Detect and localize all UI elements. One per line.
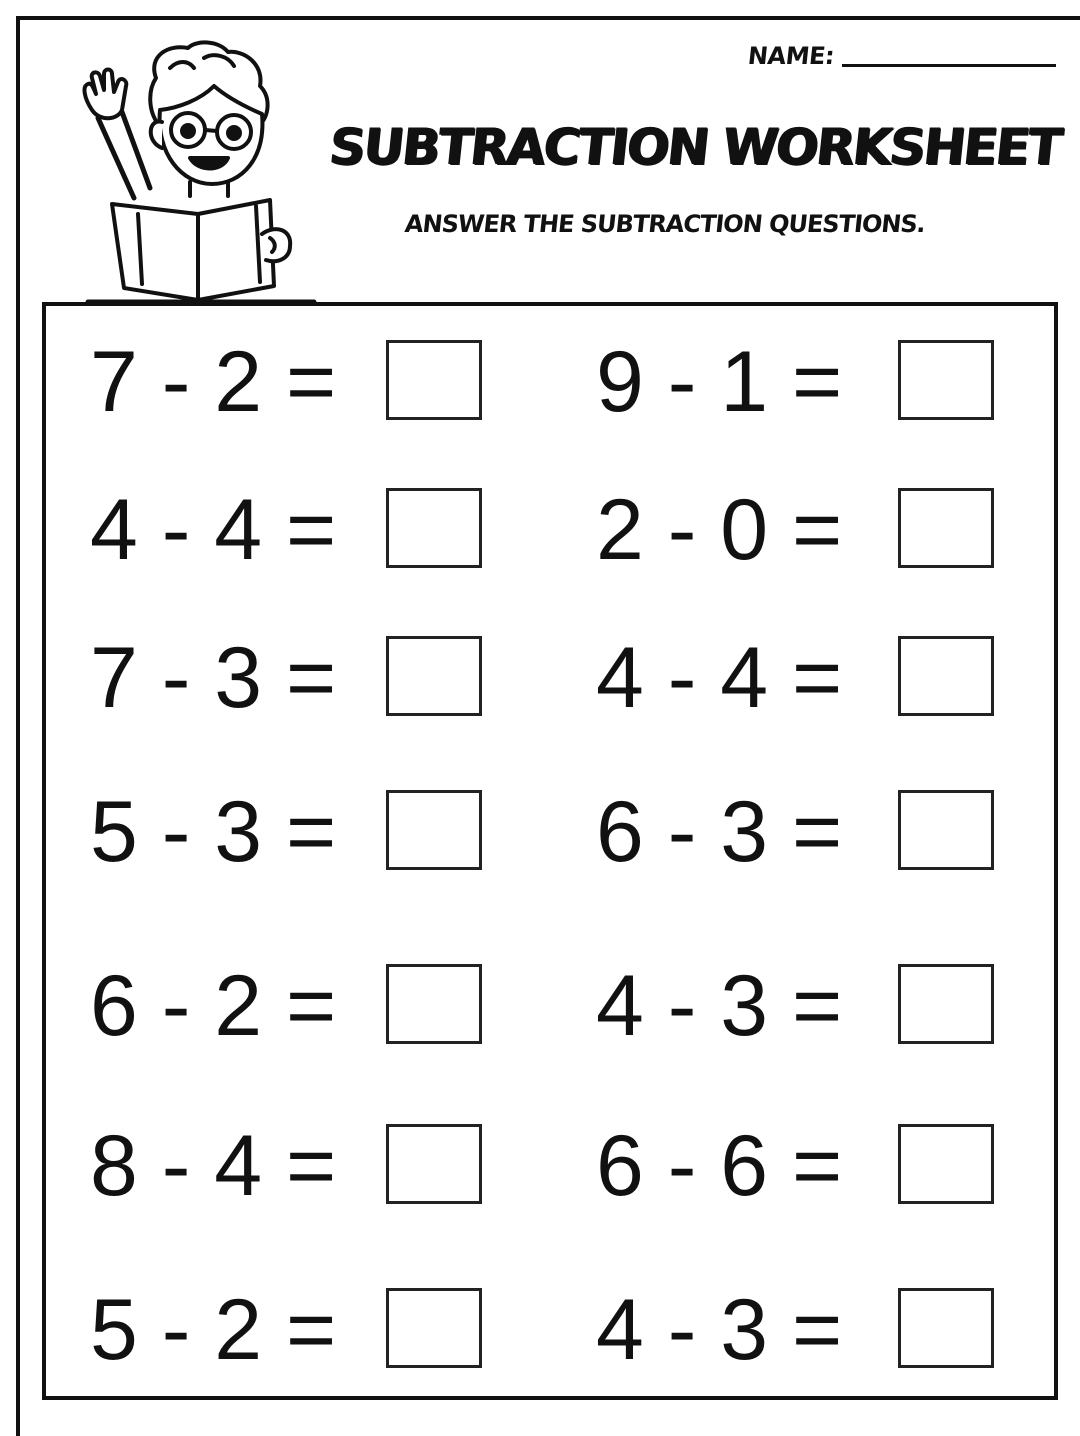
problem-left-7 <box>90 1282 336 1378</box>
problem-expression: 9 - 1 = <box>596 334 843 430</box>
problem-expression: 8 - 4 = <box>90 1118 337 1214</box>
problem-right-6 <box>596 1118 842 1214</box>
answer-box[interactable] <box>898 1288 994 1368</box>
problem-expression: 6 - 6 = <box>596 1118 843 1214</box>
problem-right-4 <box>596 784 842 880</box>
answer-box[interactable] <box>386 340 482 420</box>
problem-right-2 <box>596 482 842 578</box>
answer-box[interactable] <box>386 1288 482 1368</box>
answer-box[interactable] <box>898 488 994 568</box>
problem-expression: 4 - 3 = <box>596 958 843 1054</box>
answer-box[interactable] <box>386 488 482 568</box>
problem-expression: 7 - 2 = <box>90 334 337 430</box>
child-reading-book-waving-icon <box>78 38 318 306</box>
problem-left-6 <box>90 1118 336 1214</box>
problem-expression: 4 - 3 = <box>596 1282 843 1378</box>
answer-box[interactable] <box>386 1124 482 1204</box>
instructions: ANSWER THE SUBTRACTION QUESTIONS. <box>403 210 927 238</box>
problem-right-3 <box>596 630 842 726</box>
answer-box[interactable] <box>386 636 482 716</box>
problem-expression: 5 - 2 = <box>90 1282 337 1378</box>
problem-expression: 7 - 3 = <box>90 630 337 726</box>
problem-left-1 <box>90 334 336 430</box>
problem-expression: 6 - 3 = <box>596 784 843 880</box>
answer-box[interactable] <box>898 964 994 1044</box>
problem-expression: 2 - 0 = <box>596 482 843 578</box>
problem-left-3 <box>90 630 336 726</box>
answer-box[interactable] <box>898 340 994 420</box>
name-field-line[interactable] <box>842 64 1056 67</box>
problem-right-7 <box>596 1282 842 1378</box>
problem-right-5 <box>596 958 842 1054</box>
problem-expression: 6 - 2 = <box>90 958 337 1054</box>
page-title: SUBTRACTION WORKSHEET <box>326 118 1064 176</box>
problem-expression: 5 - 3 = <box>90 784 337 880</box>
problem-expression: 4 - 4 = <box>596 630 843 726</box>
problem-left-4 <box>90 784 336 880</box>
problem-left-2 <box>90 482 336 578</box>
answer-box[interactable] <box>898 790 994 870</box>
name-label: NAME: <box>746 42 836 70</box>
answer-box[interactable] <box>386 790 482 870</box>
problem-right-1 <box>596 334 842 430</box>
problem-left-5 <box>90 958 336 1054</box>
answer-box[interactable] <box>898 1124 994 1204</box>
answer-box[interactable] <box>386 964 482 1044</box>
problem-expression: 4 - 4 = <box>90 482 337 578</box>
answer-box[interactable] <box>898 636 994 716</box>
